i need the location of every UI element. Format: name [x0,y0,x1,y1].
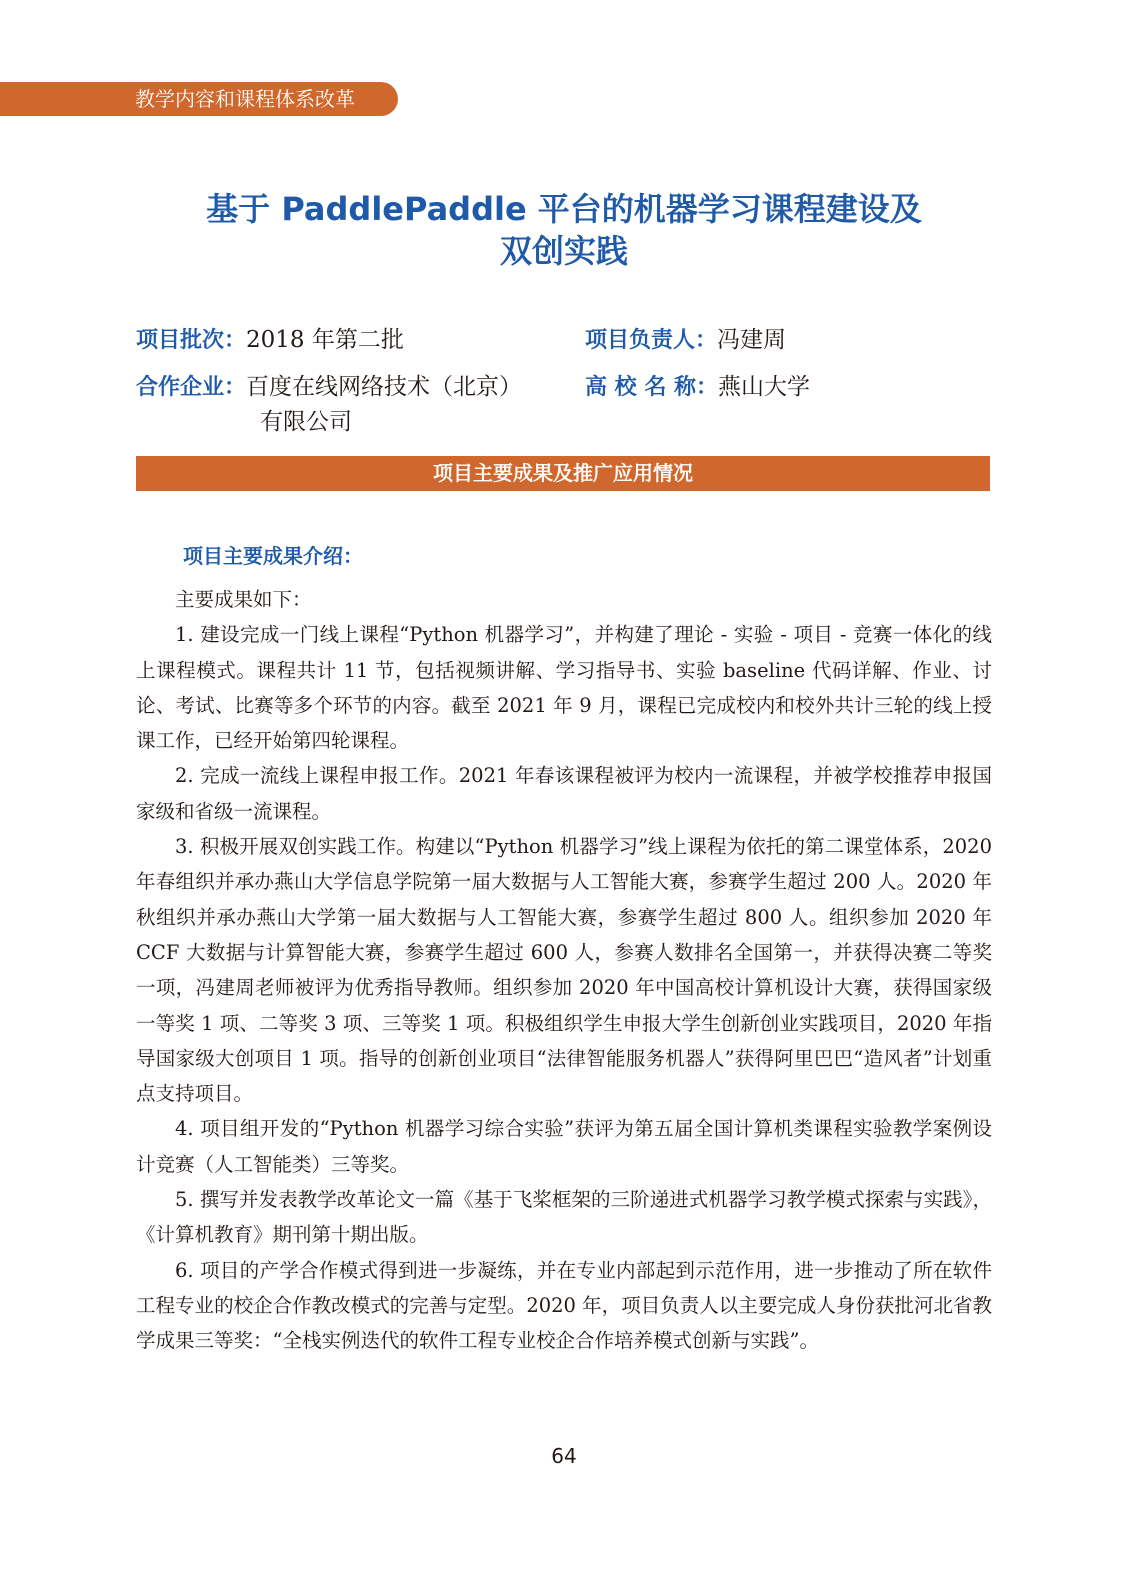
page-number: 64 [551,1444,577,1468]
school-value: 燕山大学 [717,374,810,400]
school-label: 高 校 名 称： [585,375,718,400]
leader-value: 冯建周 [717,327,787,353]
batch-value: 2018 年第二批 [246,327,404,353]
company-label: 合作企业： [136,375,247,400]
leader-label: 项目负责人： [585,328,718,353]
section-header-label: 教学内容和课程体系改革 [135,87,355,111]
paragraph-item-6: 6. 项目的产学合作模式得到进一步凝练，并在专业内部起到示范作用，进一步推动了所在软件工程专业的校企合作教改模式的完善与定型。2020 年，项目负责人以主要完成人身份获批河北省教学成果三等奖：“全栈实例迭代的软件工程专业校企合作培养模式创新与实践”。 [136,1258,992,1353]
paragraph-item-1: 1. 建设完成一门线上课程“Python 机器学习”，并构建了理论 - 实验 - 项目 - 竞赛一体化的线上课程模式。课程共计 11 节，包括视频讲解、学习指导书、实验 baseline 代码详解、作业、讨论、考试、比赛等多个环节的内容。截至 2021 年 9 月，课程已完成校内和校外共计三轮的线上授课工作，已经开始第四轮课程。 [136,623,992,753]
paragraph-item-4: 4. 项目组开发的“Python 机器学习综合实验”获评为第五届全国计算机类课程实验教学案例设计竞赛（人工智能类）三等奖。 [136,1117,992,1176]
section-bar-results: 项目主要成果及推广应用情况 [136,456,990,491]
batch-label: 项目批次： [136,328,247,353]
article-title-line-1: 基于 PaddlePaddle 平台的机器学习课程建设及 [206,190,922,228]
meta-leader [585,322,786,359]
company-value-line-1: 百度在线网络技术（北京） [246,374,523,400]
paragraph-item-2: 2. 完成一流线上课程申报工作。2021 年春该课程被评为校内一流课程，并被学校推荐申报国家级和省级一流课程。 [136,764,992,823]
paragraph-item-5: 5. 撰写并发表教学改革论文一篇《基于飞桨框架的三阶递进式机器学习教学模式探索与实践》，《计算机教育》期刊第十期出版。 [136,1188,992,1247]
results-body [136,582,992,1359]
meta-batch [136,322,404,359]
paragraph-intro: 主要成果如下： [175,588,312,611]
meta-company [136,369,522,406]
section-header-tab [0,82,398,116]
article-title-line-2: 双创实践 [499,232,628,270]
meta-company-cont [260,404,352,440]
company-value-line-2: 有限公司 [260,409,352,435]
results-subheading: 项目主要成果介绍： [183,544,363,568]
meta-school [585,369,810,406]
paragraph-item-3: 3. 积极开展双创实践工作。构建以“Python 机器学习”线上课程为依托的第二课堂体系，2020 年春组织并承办燕山大学信息学院第一届大数据与人工智能大赛，参赛学生超过 200 人。2020 年秋组织并承办燕山大学第一届大数据与人工智能大赛，参赛学生超过 800 人。组织参加 2020 年 CCF 大数据与计算智能大赛，参赛学生超过 600 人，参赛人数排名全国第一，并获得决赛二等奖一项，冯建周老师被评为优秀指导教师。组织参加 2020 年中国高校计算机设计大赛，获得国家级一等奖 1 项、二等奖 3 项、三等奖 1 项。积极组织学生申报大学生创新创业实践项目，2020 年指导国家级大创项目 1 项。指导的创新创业项目“法律智能服务机器人”获得阿里巴巴“造风者”计划重点支持项目。 [136,835,992,1106]
